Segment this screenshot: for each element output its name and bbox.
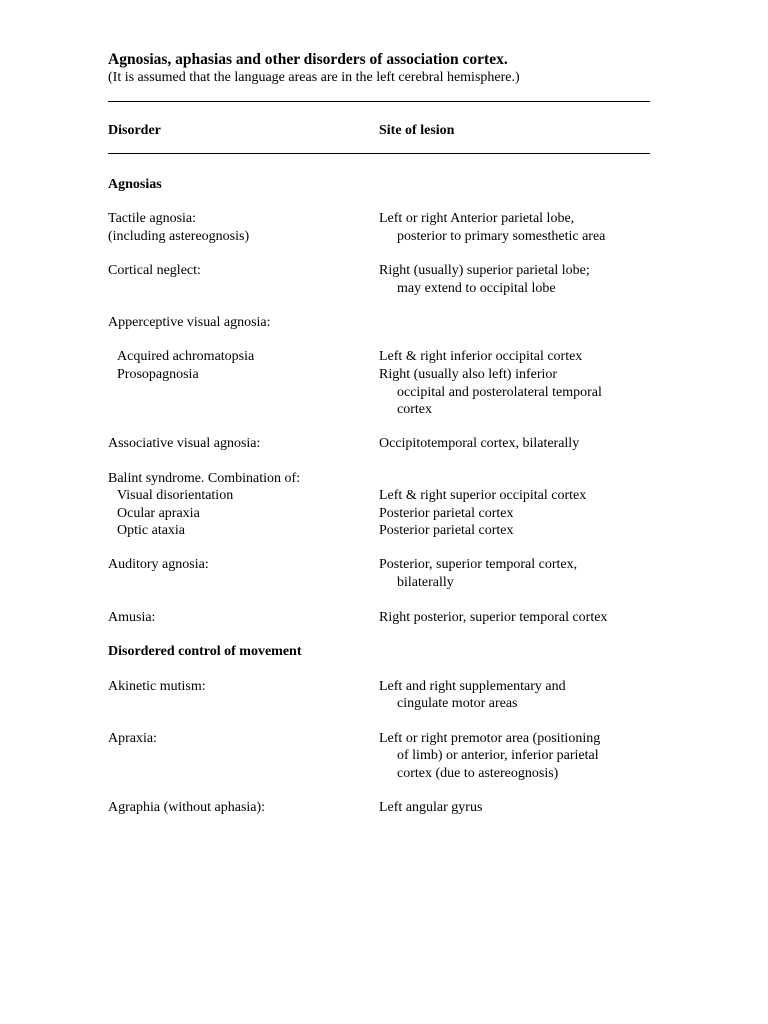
site-auditory-agnosia-cont: bilaterally: [397, 575, 454, 590]
site-prosopagnosia: Right (usually also left) inferior: [379, 367, 558, 382]
disorder-apperceptive-visual-agnosia: Apperceptive visual agnosia:: [108, 315, 271, 330]
column-header-site: Site of lesion: [379, 123, 455, 138]
disorder-akinetic-mutism: Akinetic mutism:: [108, 679, 206, 694]
site-amusia: Right posterior, superior temporal cortex: [379, 610, 608, 625]
divider-top: [108, 101, 650, 102]
section-heading-movement: Disordered control of movement: [108, 644, 302, 659]
site-visual-disorientation: Left & right superior occipital cortex: [379, 488, 587, 503]
site-optic-ataxia: Posterior parietal cortex: [379, 523, 514, 538]
disorder-balint-syndrome: Balint syndrome. Combination of:: [108, 471, 301, 486]
site-cortical-neglect: Right (usually) superior parietal lobe;: [379, 263, 590, 278]
page-subtitle: (It is assumed that the language areas are in the left cerebral hemisphere.): [108, 70, 520, 85]
section-heading-agnosias: Agnosias: [108, 177, 162, 192]
divider-header: [108, 153, 650, 154]
disorder-apraxia: Apraxia:: [108, 731, 157, 746]
site-apraxia-cont-1: of limb) or anterior, inferior parietal: [397, 748, 599, 763]
disorder-cortical-neglect: Cortical neglect:: [108, 263, 201, 278]
site-ocular-apraxia: Posterior parietal cortex: [379, 506, 514, 521]
site-associative-visual-agnosia: Occipitotemporal cortex, bilaterally: [379, 436, 580, 451]
disorder-tactile-agnosia-note: (including astereognosis): [108, 229, 250, 244]
site-akinetic-mutism-cont: cingulate motor areas: [397, 696, 518, 711]
site-tactile-agnosia: Left or right Anterior parietal lobe,: [379, 211, 575, 226]
disorder-optic-ataxia: Optic ataxia: [117, 523, 186, 538]
site-tactile-agnosia-cont: posterior to primary somesthetic area: [397, 229, 606, 244]
disorder-acquired-achromatopsia: Acquired achromatopsia: [117, 349, 255, 364]
disorder-ocular-apraxia: Ocular apraxia: [117, 506, 200, 521]
site-auditory-agnosia: Posterior, superior temporal cortex,: [379, 557, 578, 572]
site-akinetic-mutism: Left and right supplementary and: [379, 679, 566, 694]
disorder-agraphia: Agraphia (without aphasia):: [108, 800, 266, 815]
disorder-amusia: Amusia:: [108, 610, 156, 625]
page-title: Agnosias, aphasias and other disorders of association cortex.: [108, 51, 508, 68]
disorder-auditory-agnosia: Auditory agnosia:: [108, 557, 209, 572]
site-prosopagnosia-cont-1: occipital and posterolateral temporal: [397, 385, 602, 400]
column-header-disorder: Disorder: [108, 123, 161, 138]
site-agraphia: Left angular gyrus: [379, 800, 483, 815]
disorder-visual-disorientation: Visual disorientation: [117, 488, 234, 503]
site-prosopagnosia-cont-2: cortex: [397, 402, 432, 417]
disorder-associative-visual-agnosia: Associative visual agnosia:: [108, 436, 261, 451]
disorder-prosopagnosia: Prosopagnosia: [117, 367, 199, 382]
disorder-tactile-agnosia: Tactile agnosia:: [108, 211, 197, 226]
site-cortical-neglect-cont: may extend to occipital lobe: [397, 281, 556, 296]
site-acquired-achromatopsia: Left & right inferior occipital cortex: [379, 349, 583, 364]
site-apraxia: Left or right premotor area (positioning: [379, 731, 601, 746]
site-apraxia-cont-2: cortex (due to astereognosis): [397, 766, 559, 781]
